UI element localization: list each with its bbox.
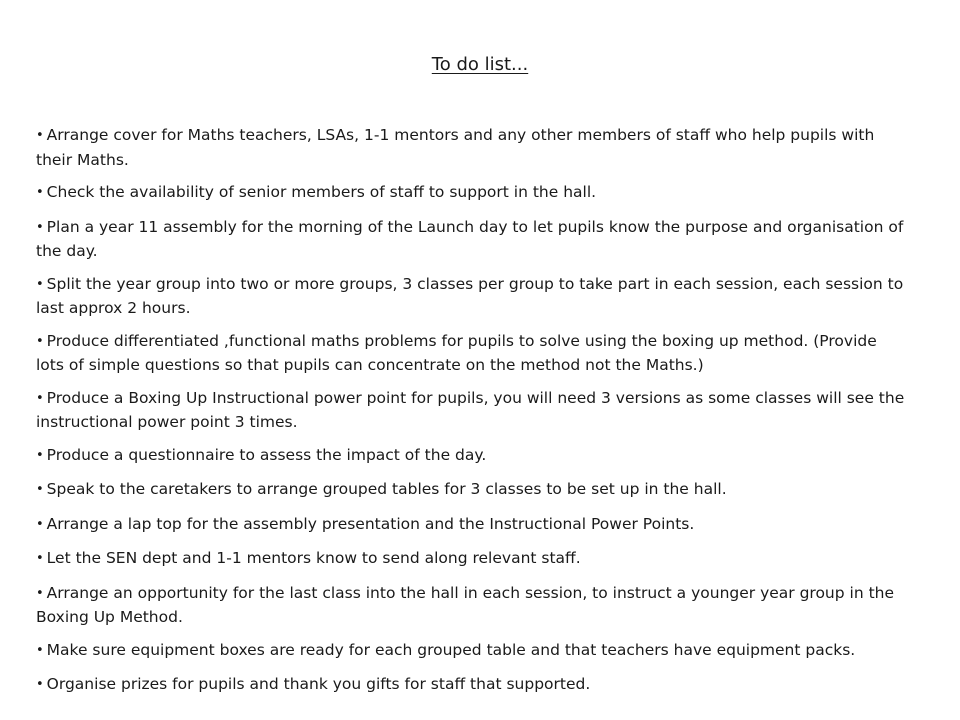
bullet-icon: • [36,447,44,463]
bullet-icon: • [36,219,44,235]
bullet-icon: • [36,482,44,497]
todo-item-text: Plan a year 11 assembly for the morning of the Launch day to let pupils know the purpose and organisation of the day. [36,217,904,260]
todo-item [36,181,906,206]
bullet-icon: • [36,585,44,601]
todo-item-text: Split the year group into two or more groups, 3 classes per group to take part in each session, each session to last approx 2 hours. [36,274,904,317]
bullet-icon: • [36,677,44,692]
todo-item-text: Arrange a lap top for the assembly presentation and the Instructional Power Points. [46,514,695,533]
bullet-icon: • [36,516,44,532]
todo-item-text: Check the availability of senior members of staff to support in the hall. [46,183,597,201]
todo-item [36,582,906,629]
todo-item [36,639,906,664]
todo-item [36,330,906,377]
bullet-icon: • [36,128,44,143]
todo-item-text: Arrange an opportunity for the last class into the hall in each session, to instruct a younger year group in the Boxing Up Method. [36,583,895,626]
bullet-icon: • [36,276,44,292]
bullet-icon: • [36,185,44,200]
todo-item [36,547,906,572]
todo-list [36,124,906,708]
todo-item-text: Produce a questionnaire to assess the impact of the day. [46,445,487,464]
todo-item-text: Produce differentiated ,functional maths problems for pupils to solve using the boxing up method. (Provide lots of simple questions so that pupils can concentrate on the method not the Maths.) [36,331,877,374]
todo-item-text: Let the SEN dept and 1-1 mentors know to send along relevant staff. [46,549,581,567]
todo-item [36,387,906,434]
bullet-icon: • [36,551,44,566]
todo-item [36,478,906,503]
todo-item [36,216,906,263]
todo-item [36,273,906,320]
todo-item [36,124,906,171]
bullet-icon: • [36,642,44,658]
todo-item [36,673,906,698]
bullet-icon: • [36,333,44,349]
todo-item-text: Produce a Boxing Up Instructional power point for pupils, you will need 3 versions as some classes will see the instructional power point 3 times. [36,388,905,431]
todo-item-text: Make sure equipment boxes are ready for each grouped table and that teachers have equipment packs. [46,640,856,659]
bullet-icon: • [36,390,44,406]
todo-item [36,513,906,538]
todo-item [36,444,906,469]
todo-item-text: Arrange cover for Maths teachers, LSAs, 1-1 mentors and any other members of staff who help pupils with their Maths. [36,126,875,169]
page-title: To do list... [431,54,529,75]
todo-item-text: Organise prizes for pupils and thank you gifts for staff that supported. [46,675,591,693]
todo-item-text: Speak to the caretakers to arrange grouped tables for 3 classes to be set up in the hall. [46,480,727,498]
